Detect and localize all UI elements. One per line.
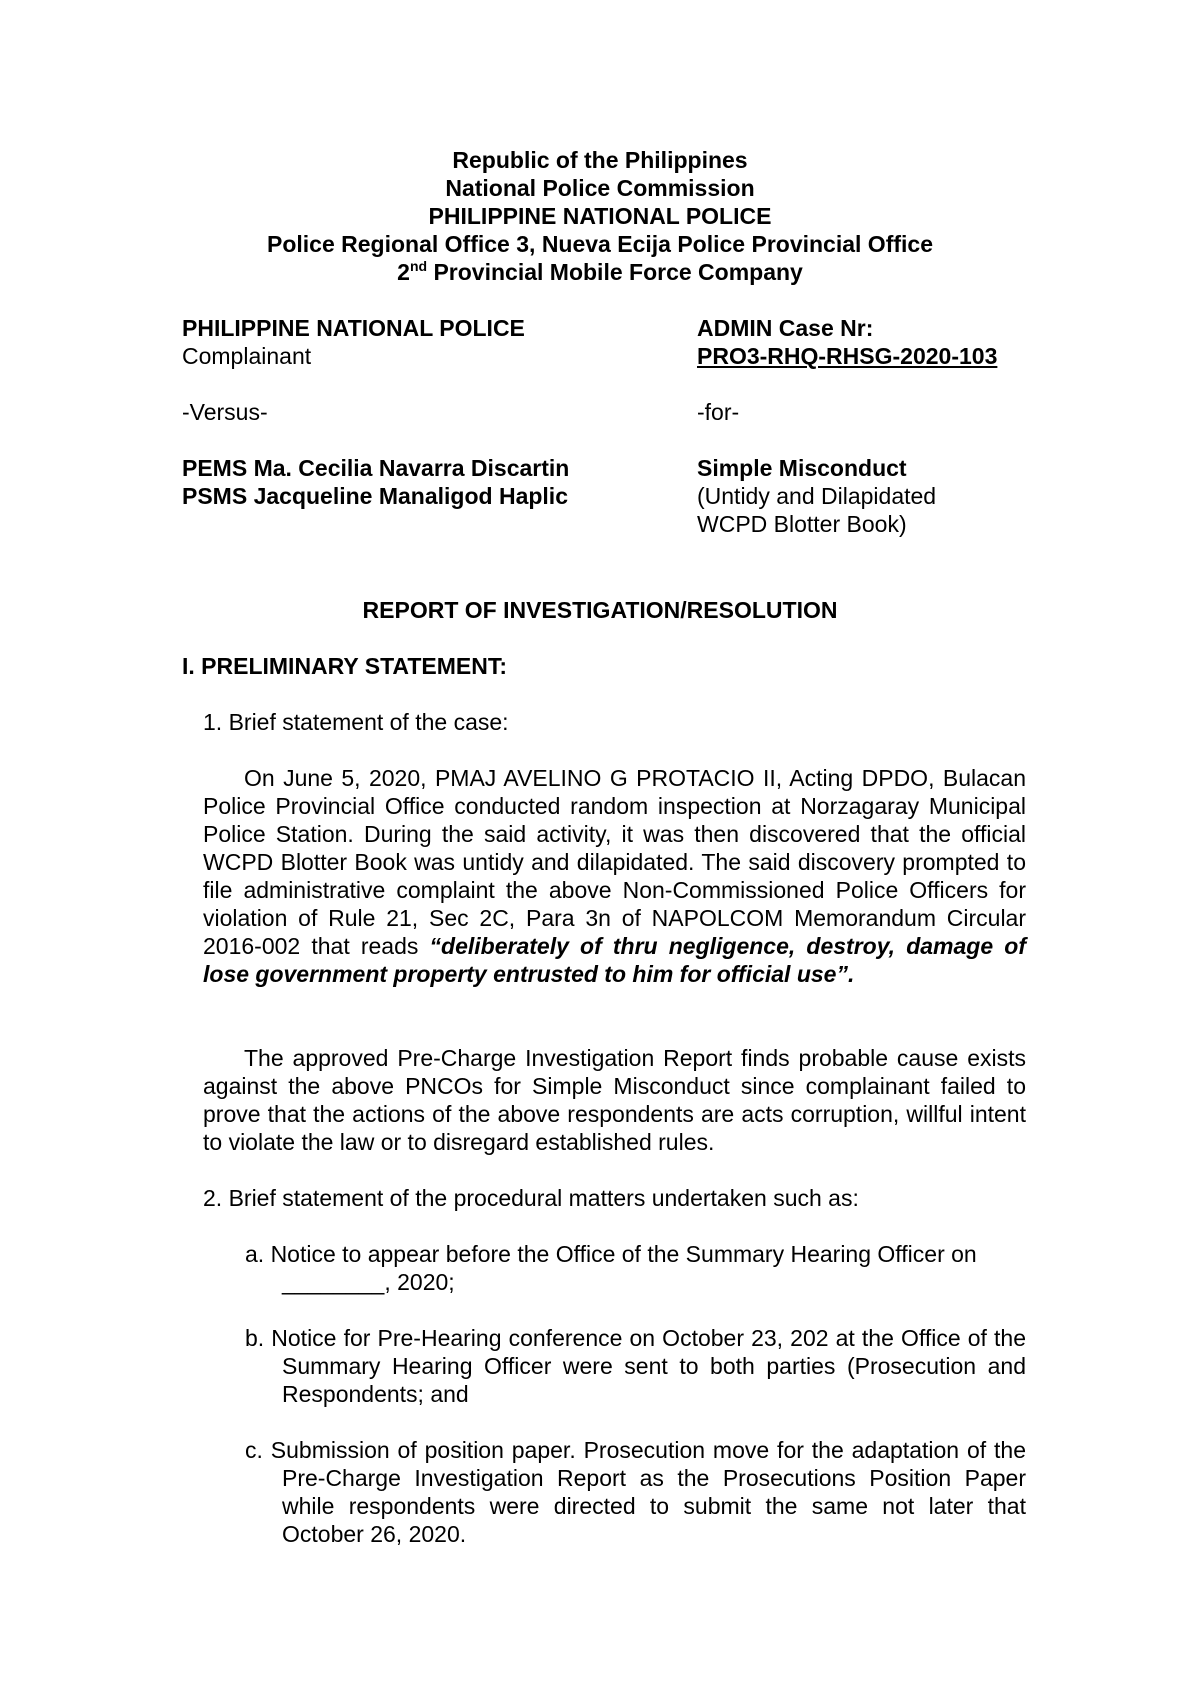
item-1-heading: 1. Brief statement of the case: — [203, 709, 509, 735]
procedure-item-b — [245, 1324, 1026, 1408]
unit-number: 2 — [397, 259, 410, 285]
procedure-item-a — [245, 1240, 1026, 1296]
case-number: PRO3-RHQ-RHSG-2020-103 — [697, 343, 998, 369]
letterhead-commission: National Police Commission — [445, 175, 755, 201]
unit-name: Provincial Mobile Force Company — [427, 259, 803, 285]
item-2-heading: 2. Brief statement of the procedural matters undertaken such as: — [203, 1185, 859, 1211]
respondent-2: PSMS Jacqueline Manaligod Haplic — [182, 483, 568, 509]
respondent-1: PEMS Ma. Cecilia Navarra Discartin — [182, 455, 570, 481]
procedure-item-b-text: b. Notice for Pre-Hearing conference on October 23, 202 at the Office of the Summary Hearing Officer were sent to both parties (Prosecution and Respondents; and — [245, 1325, 1026, 1407]
case-statement-paragraph — [203, 764, 1026, 988]
complainant-label: Complainant — [182, 343, 312, 369]
letterhead-pnp: PHILIPPINE NATIONAL POLICE — [428, 203, 772, 229]
letterhead-republic: Republic of the Philippines — [452, 147, 748, 173]
offense-title: Simple Misconduct — [697, 455, 907, 481]
procedure-item-a-text: a. Notice to appear before the Office of the Summary Hearing Officer on ________, 2020; — [245, 1241, 977, 1295]
letterhead-regional-office: Police Regional Office 3, Nueva Ecija Police Provincial Office — [267, 231, 933, 257]
case-label: ADMIN Case Nr: — [697, 315, 874, 341]
quoted-rule-text: “deliberately of thru negligence, destroy, damage of lose government property entrusted to him for official use”. — [203, 933, 1026, 987]
pre-charge-paragraph: The approved Pre-Charge Investigation Report finds probable cause exists against the above PNCOs for Simple Misconduct since complainant failed to prove that the actions of the above respondents are acts corruption, willful intent to violate the law or to disregard established rules. — [203, 1045, 1026, 1155]
procedure-item-c-text: c. Submission of position paper. Prosecution move for the adaptation of the Pre-Charge Investigation Report as the Prosecutions Position Paper while respondents were directed to submit the same not later that October 26, 2020. — [245, 1437, 1026, 1547]
section-heading: I. PRELIMINARY STATEMENT: — [182, 653, 507, 679]
report-title: REPORT OF INVESTIGATION/RESOLUTION — [362, 597, 838, 623]
unit-ordinal: nd — [409, 258, 428, 274]
letterhead — [0, 146, 1200, 286]
for-label: -for- — [697, 399, 740, 425]
complainant-name: PHILIPPINE NATIONAL POLICE — [182, 315, 525, 341]
offense-detail-1: (Untidy and Dilapidated — [697, 483, 937, 509]
case-statement-text: On June 5, 2020, PMAJ AVELINO G PROTACIO II, Acting DPDO, Bulacan Police Provincial Office conducted random inspection at Norzagaray Municipal Police Station. During the said activity, it was then discovered that the official WCPD Blotter Book was untidy and dilapidated. The said discovery prompted to file administrative complaint the above Non-Commissioned Police Officers for violation of Rule 21, Sec 2C, Para 3n of NAPOLCOM Memorandum Circular 2016-002 that reads — [203, 765, 1026, 959]
letterhead-unit — [0, 258, 1200, 286]
procedure-item-c — [245, 1436, 1026, 1548]
offense-detail-2: WCPD Blotter Book) — [697, 511, 907, 537]
versus-label: -Versus- — [182, 399, 268, 425]
